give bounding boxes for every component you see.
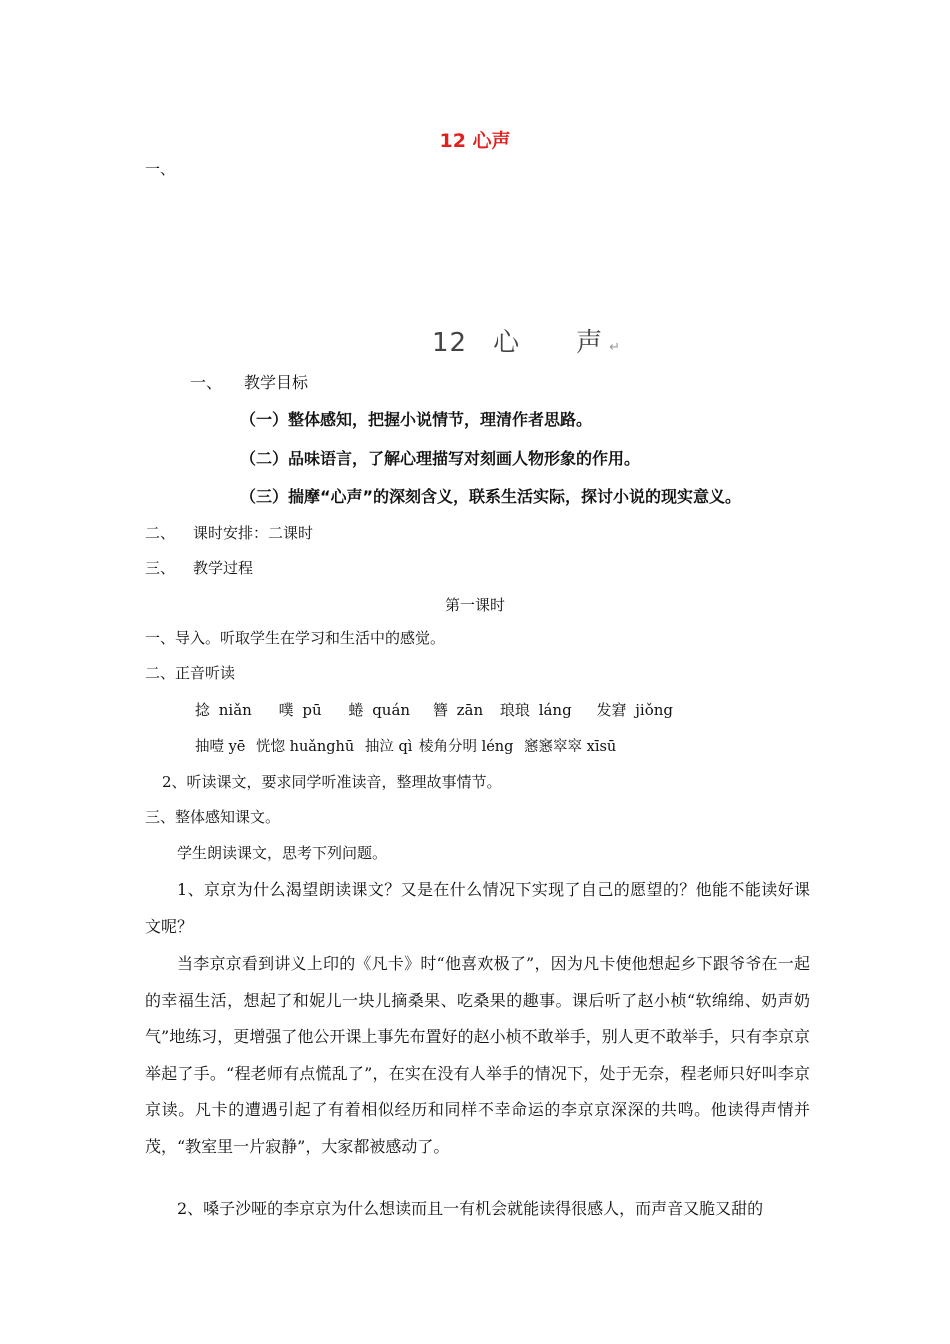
step-pronunciation: 二、正音听读: [145, 664, 236, 682]
pinyin-row-1: 捻 niǎn 噗 pū 蜷 quán 簪 zān 琅琅 láng 发窘 jiǒng: [195, 701, 673, 719]
paragraph-mark-icon: ↵: [609, 340, 622, 355]
step-listen: 2、听读课文，要求同学听准读音，整理故事情节。: [162, 773, 502, 791]
step-overview: 三、整体感知课文。: [145, 808, 281, 826]
section-marker: 一、: [145, 160, 176, 178]
schedule-line: 二、 课时安排：二课时: [145, 524, 314, 542]
pinyin-row-2: 抽噎 yē 恍惚 huǎnghū 抽泣 qì 棱角分明 léng 窸窸窣窣 xīsū: [195, 739, 617, 755]
lesson-number: 12: [432, 328, 468, 358]
goal-item-1: （一）整体感知，把握小说情节，理清作者思路。: [240, 410, 593, 429]
lesson-char-1: 心: [493, 328, 521, 358]
lesson-one-heading: 第一课时: [444, 596, 505, 614]
document-title: 12 心声: [439, 130, 511, 152]
goal-item-2: （二）品味语言，了解心理描写对刻画人物形象的作用。: [240, 449, 641, 468]
lesson-char-2: 声: [576, 328, 604, 358]
step-intro: 一、导入。听取学生在学习和生活中的感觉。: [145, 629, 446, 647]
question-2: 2、嗓子沙哑的李京京为什么想读而且一有机会就能读得很感人，而声音又脆又甜的: [177, 1199, 764, 1218]
answer-1: 当李京京看到讲义上印的《凡卡》时“他喜欢极了”，因为凡卡使他想起乡下跟爷爷在一起的幸福生活，想起了和妮儿一块儿摘桑果、吃桑果的趣事。课后听了赵小桢“软绵绵、奶声奶气”地练习，更增强了他公开课上事先布置好的赵小桢不敢举手，别人更不敢举手，只有李京京举起了手。“程老师有点慌乱了”，在实在没有人举手的情况下，处于无奈，程老师只好叫李京京读。凡卡的遭遇引起了有着相似经历和同样不幸命运的李京京深深的共鸣。他读得声情并茂，“教室里一片寂静”，大家都被感动了。: [145, 954, 810, 1156]
process-line: 三、 教学过程: [145, 559, 254, 577]
goal-item-3: （三）揣摩“心声”的深刻含义，联系生活实际，探讨小说的现实意义。: [240, 487, 742, 506]
question-1: 1、京京为什么渴望朗读课文？又是在什么情况下实现了自己的愿望的？他能不能读好课文呢？: [145, 880, 810, 936]
goals-heading: 一、 教学目标: [190, 373, 309, 392]
step-read: 学生朗读课文，思考下列问题。: [177, 844, 388, 862]
lesson-heading-image: [432, 322, 621, 359]
